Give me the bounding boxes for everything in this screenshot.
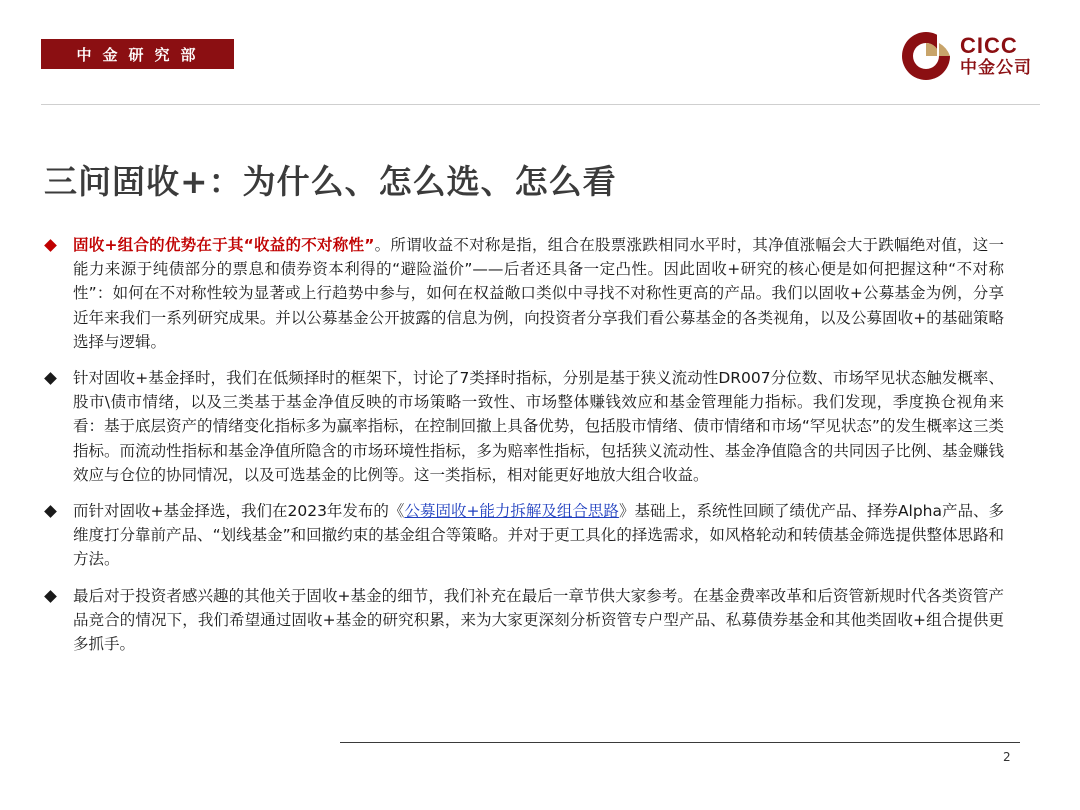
footer-divider (340, 742, 1020, 743)
bullet-text: 最后对于投资者感兴趣的其他关于固收+基金的细节，我们补充在最后一章节供大家参考。在基金费率改革和后资管新规时代各类资管产品竞合的情况下，我们希望通过固收+基金的研究积累，来为大家更深刻分析资管专户型产品、私募债券基金和其他类固收+组合提供更多抓手。 (73, 586, 1004, 654)
report-link[interactable]: 公募固收+能力拆解及组合思路 (404, 502, 619, 521)
bullet-highlight: 固收+组合的优势在于其“收益的不对称性” (73, 236, 375, 254)
bullet-text-after-link: 》基础上，系统性回顾了绩优产品、择券Alpha产品、多维度打分靠前产品、“划线基金”和回撤约束的基金组合等策略。并对于更工具化的择选需求，如风格轮动和转债基金筛选提供整体思路和方法。 (73, 502, 1005, 569)
bullet-text-before-link: 而针对固收+基金择选，我们在2023年发布的《 (73, 502, 405, 521)
logo-english-text: CICC (960, 33, 1018, 58)
diamond-bullet-icon (44, 372, 57, 385)
bullet-item-asymmetry (44, 233, 1004, 354)
page-title: 三问固收+：为什么、怎么选、怎么看 (44, 162, 617, 201)
department-badge (41, 39, 234, 69)
diamond-bullet-icon (44, 505, 57, 518)
bullet-text: 。所谓收益不对称是指，组合在股票涨跌相同水平时，其净值涨幅会大于跌幅绝对值，这一能力来源于纯债部分的票息和债券资本利得的“避险溢价”——后者还具备一定凸性。因此固收+研究的核心便是如何把握这种“不对称性”：如何在不对称性较为显著或上行趋势中参与，如何在权益敞口类似中寻找不对称性更高的产品。我们以固收+公募基金为例，分享近年来我们一系列研究成果。并以公募基金公开披露的信息为例，向投资者分享我们看公募基金的各类视角，以及公募固收+的基础策略选择与逻辑。 (73, 236, 1004, 351)
bullet-item-details (44, 584, 1004, 657)
bullet-item-selection (44, 499, 1004, 572)
red-diamond-bullet-icon (44, 239, 57, 252)
bullet-text: 针对固收+基金择时，我们在低频择时的框架下，讨论了7类择时指标，分别是基于狭义流动性DR007分位数、市场罕见状态触发概率、股市\债市情绪，以及三类基于基金净值反映的市场策略一致性、市场整体赚钱效应和基金管理能力指标。我们发现，季度换仓视角来看：基于底层资产的情绪变化指标多为赢率指标，在控制回撤上具备优势，包括股市情绪、债市情绪和市场“罕见状态”的发生概率这三类指标。而流动性指标和基金净值所隐含的市场环境性指标，多为赔率性指标，包括狭义流动性、基金净值隐含的共同因子比例、基金赚钱效应与仓位的协同情况，以及可选基金的比例等。这一类指标，相对能更好地放大组合收益。 (73, 369, 1004, 484)
bullet-list (44, 233, 1004, 668)
cicc-logo-icon (900, 30, 952, 82)
logo-chinese-text: 中金公司 (960, 58, 1032, 78)
page-number: 2 (1003, 750, 1011, 764)
bullet-item-timing (44, 366, 1004, 487)
diamond-bullet-icon (44, 590, 57, 603)
department-label: 中金研究部 (76, 45, 207, 64)
header-divider (41, 104, 1040, 105)
cicc-logo (900, 30, 1032, 82)
